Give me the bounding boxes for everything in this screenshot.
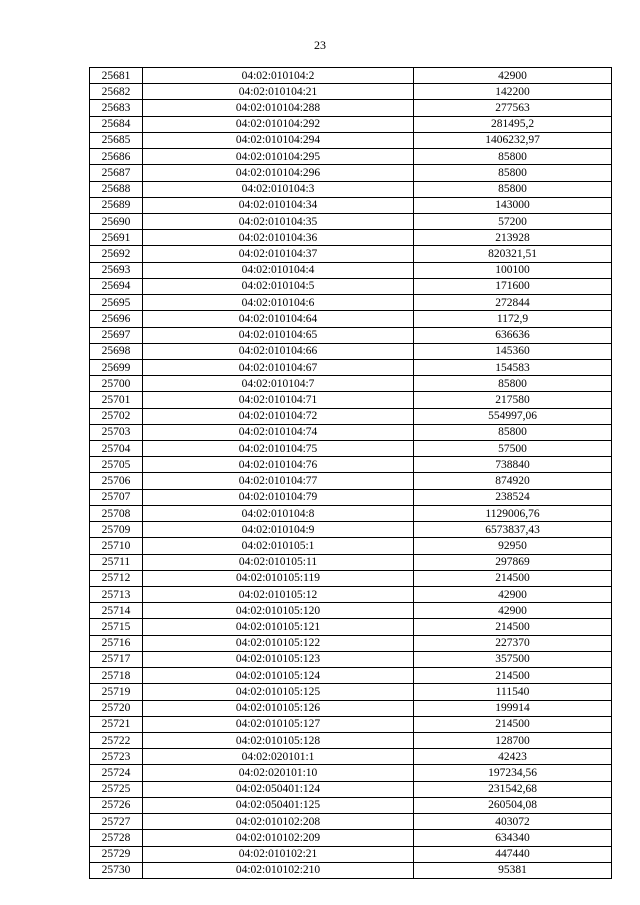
row-number-cell: 25689: [90, 197, 143, 213]
value-cell: 171600: [414, 278, 612, 294]
table-row: [90, 635, 612, 651]
table-row: [90, 846, 612, 862]
value-cell: 42900: [414, 68, 612, 84]
value-cell: 447440: [414, 846, 612, 862]
row-number-cell: 25698: [90, 343, 143, 359]
cadastral-number-cell: 04:02:010105:128: [143, 732, 414, 748]
cadastral-number-cell: 04:02:010105:12: [143, 587, 414, 603]
row-number-cell: 25686: [90, 149, 143, 165]
row-number-cell: 25724: [90, 765, 143, 781]
value-cell: 554997,06: [414, 408, 612, 424]
cadastral-number-cell: 04:02:010104:5: [143, 278, 414, 294]
table-row: [90, 149, 612, 165]
value-cell: 42900: [414, 587, 612, 603]
cadastral-number-cell: 04:02:010104:34: [143, 197, 414, 213]
table-row: [90, 538, 612, 554]
table-row: [90, 700, 612, 716]
row-number-cell: 25718: [90, 668, 143, 684]
value-cell: 634340: [414, 830, 612, 846]
cadastral-number-cell: 04:02:010104:296: [143, 165, 414, 181]
row-number-cell: 25726: [90, 797, 143, 813]
table-row: [90, 651, 612, 667]
table-row: [90, 424, 612, 440]
cadastral-number-cell: 04:02:010104:75: [143, 441, 414, 457]
table-row: [90, 797, 612, 813]
cadastral-number-cell: 04:02:010105:127: [143, 716, 414, 732]
table-row: [90, 197, 612, 213]
value-cell: 85800: [414, 165, 612, 181]
value-cell: 6573837,43: [414, 522, 612, 538]
row-number-cell: 25708: [90, 505, 143, 521]
cadastral-number-cell: 04:02:010104:294: [143, 132, 414, 148]
value-cell: 142200: [414, 84, 612, 100]
table-row: [90, 116, 612, 132]
value-cell: 227370: [414, 635, 612, 651]
value-cell: 42900: [414, 603, 612, 619]
cadastral-number-cell: 04:02:010104:3: [143, 181, 414, 197]
cadastral-number-cell: 04:02:010104:72: [143, 408, 414, 424]
value-cell: 85800: [414, 181, 612, 197]
row-number-cell: 25681: [90, 68, 143, 84]
table-row: [90, 619, 612, 635]
row-number-cell: 25705: [90, 457, 143, 473]
cadastral-number-cell: 04:02:010104:74: [143, 424, 414, 440]
value-cell: 297869: [414, 554, 612, 570]
value-cell: 95381: [414, 862, 612, 878]
row-number-cell: 25730: [90, 862, 143, 878]
cadastral-number-cell: 04:02:010105:126: [143, 700, 414, 716]
table-row: [90, 295, 612, 311]
row-number-cell: 25710: [90, 538, 143, 554]
value-cell: 214500: [414, 619, 612, 635]
value-cell: 238524: [414, 489, 612, 505]
cadastral-number-cell: 04:02:010104:2: [143, 68, 414, 84]
value-cell: 42423: [414, 749, 612, 765]
value-cell: 820321,51: [414, 246, 612, 262]
table-row: [90, 570, 612, 586]
value-cell: 92950: [414, 538, 612, 554]
cadastral-number-cell: 04:02:010104:4: [143, 262, 414, 278]
row-number-cell: 25684: [90, 116, 143, 132]
cadastral-number-cell: 04:02:010104:37: [143, 246, 414, 262]
row-number-cell: 25697: [90, 327, 143, 343]
cadastral-number-cell: 04:02:010104:79: [143, 489, 414, 505]
value-cell: 199914: [414, 700, 612, 716]
table-row: [90, 749, 612, 765]
value-cell: 111540: [414, 684, 612, 700]
cadastral-number-cell: 04:02:010105:11: [143, 554, 414, 570]
row-number-cell: 25707: [90, 489, 143, 505]
value-cell: 636636: [414, 327, 612, 343]
value-cell: 231542,68: [414, 781, 612, 797]
cadastral-number-cell: 04:02:010102:208: [143, 814, 414, 830]
row-number-cell: 25720: [90, 700, 143, 716]
table-row: [90, 668, 612, 684]
cadastral-number-cell: 04:02:010104:6: [143, 295, 414, 311]
cadastral-number-cell: 04:02:010104:64: [143, 311, 414, 327]
row-number-cell: 25701: [90, 392, 143, 408]
row-number-cell: 25706: [90, 473, 143, 489]
table-row: [90, 814, 612, 830]
cadastral-number-cell: 04:02:050401:125: [143, 797, 414, 813]
cadastral-number-cell: 04:02:010104:292: [143, 116, 414, 132]
row-number-cell: 25716: [90, 635, 143, 651]
table-row: [90, 132, 612, 148]
table-row: [90, 781, 612, 797]
value-cell: 217580: [414, 392, 612, 408]
table-row: [90, 489, 612, 505]
table-row: [90, 554, 612, 570]
cadastral-number-cell: 04:02:010104:66: [143, 343, 414, 359]
table-row: [90, 457, 612, 473]
value-cell: 281495,2: [414, 116, 612, 132]
table-row: [90, 311, 612, 327]
cadastral-number-cell: 04:02:010104:76: [143, 457, 414, 473]
value-cell: 145360: [414, 343, 612, 359]
row-number-cell: 25682: [90, 84, 143, 100]
table-row: [90, 765, 612, 781]
row-number-cell: 25729: [90, 846, 143, 862]
value-cell: 277563: [414, 100, 612, 116]
table-row: [90, 213, 612, 229]
row-number-cell: 25727: [90, 814, 143, 830]
row-number-cell: 25687: [90, 165, 143, 181]
cadastral-number-cell: 04:02:010104:71: [143, 392, 414, 408]
table-row: [90, 181, 612, 197]
row-number-cell: 25719: [90, 684, 143, 700]
value-cell: 260504,08: [414, 797, 612, 813]
row-number-cell: 25683: [90, 100, 143, 116]
cadastral-number-cell: 04:02:010105:125: [143, 684, 414, 700]
row-number-cell: 25715: [90, 619, 143, 635]
value-cell: 1406232,97: [414, 132, 612, 148]
cadastral-number-cell: 04:02:010105:119: [143, 570, 414, 586]
row-number-cell: 25690: [90, 213, 143, 229]
table-row: [90, 603, 612, 619]
value-cell: 57200: [414, 213, 612, 229]
row-number-cell: 25728: [90, 830, 143, 846]
cadastral-number-cell: 04:02:010104:65: [143, 327, 414, 343]
cadastral-number-cell: 04:02:010105:124: [143, 668, 414, 684]
table-row: [90, 68, 612, 84]
page-number: 23: [314, 38, 326, 52]
table-row: [90, 100, 612, 116]
value-cell: 85800: [414, 149, 612, 165]
row-number-cell: 25711: [90, 554, 143, 570]
value-cell: 154583: [414, 359, 612, 375]
value-cell: 100100: [414, 262, 612, 278]
row-number-cell: 25685: [90, 132, 143, 148]
value-cell: 214500: [414, 668, 612, 684]
table-body: [90, 68, 612, 879]
cadastral-number-cell: 04:02:010104:288: [143, 100, 414, 116]
table-row: [90, 343, 612, 359]
cadastral-value-table: [89, 67, 612, 879]
cadastral-number-cell: 04:02:010105:120: [143, 603, 414, 619]
row-number-cell: 25692: [90, 246, 143, 262]
table-row: [90, 830, 612, 846]
cadastral-number-cell: 04:02:010104:21: [143, 84, 414, 100]
row-number-cell: 25712: [90, 570, 143, 586]
cadastral-number-cell: 04:02:010104:35: [143, 213, 414, 229]
table-row: [90, 684, 612, 700]
table-row: [90, 862, 612, 878]
row-number-cell: 25702: [90, 408, 143, 424]
table-row: [90, 505, 612, 521]
row-number-cell: 25704: [90, 441, 143, 457]
cadastral-number-cell: 04:02:010104:8: [143, 505, 414, 521]
cadastral-number-cell: 04:02:010104:7: [143, 376, 414, 392]
table-row: [90, 716, 612, 732]
cadastral-number-cell: 04:02:010105:123: [143, 651, 414, 667]
row-number-cell: 25691: [90, 230, 143, 246]
table-row: [90, 392, 612, 408]
row-number-cell: 25709: [90, 522, 143, 538]
cadastral-number-cell: 04:02:010104:295: [143, 149, 414, 165]
cadastral-number-cell: 04:02:020101:10: [143, 765, 414, 781]
value-cell: 357500: [414, 651, 612, 667]
value-cell: 272844: [414, 295, 612, 311]
row-number-cell: 25699: [90, 359, 143, 375]
row-number-cell: 25723: [90, 749, 143, 765]
row-number-cell: 25703: [90, 424, 143, 440]
cadastral-number-cell: 04:02:010102:210: [143, 862, 414, 878]
value-cell: 85800: [414, 376, 612, 392]
value-cell: 57500: [414, 441, 612, 457]
row-number-cell: 25713: [90, 587, 143, 603]
table-row: [90, 278, 612, 294]
table-row: [90, 359, 612, 375]
cadastral-number-cell: 04:02:010102:209: [143, 830, 414, 846]
row-number-cell: 25725: [90, 781, 143, 797]
cadastral-number-cell: 04:02:010104:36: [143, 230, 414, 246]
cadastral-number-cell: 04:02:050401:124: [143, 781, 414, 797]
table-row: [90, 376, 612, 392]
value-cell: 1172,9: [414, 311, 612, 327]
cadastral-number-cell: 04:02:010105:122: [143, 635, 414, 651]
table-row: [90, 230, 612, 246]
row-number-cell: 25695: [90, 295, 143, 311]
value-cell: 213928: [414, 230, 612, 246]
cadastral-number-cell: 04:02:010104:67: [143, 359, 414, 375]
row-number-cell: 25722: [90, 732, 143, 748]
cadastral-number-cell: 04:02:010104:77: [143, 473, 414, 489]
table-row: [90, 522, 612, 538]
table-row: [90, 441, 612, 457]
row-number-cell: 25700: [90, 376, 143, 392]
row-number-cell: 25693: [90, 262, 143, 278]
row-number-cell: 25714: [90, 603, 143, 619]
cadastral-number-cell: 04:02:010105:1: [143, 538, 414, 554]
table-row: [90, 408, 612, 424]
row-number-cell: 25688: [90, 181, 143, 197]
value-cell: 197234,56: [414, 765, 612, 781]
table-row: [90, 732, 612, 748]
table-row: [90, 262, 612, 278]
table-row: [90, 587, 612, 603]
cadastral-number-cell: 04:02:010102:21: [143, 846, 414, 862]
row-number-cell: 25694: [90, 278, 143, 294]
value-cell: 874920: [414, 473, 612, 489]
value-cell: 85800: [414, 424, 612, 440]
table-row: [90, 246, 612, 262]
row-number-cell: 25696: [90, 311, 143, 327]
value-cell: 214500: [414, 716, 612, 732]
table-row: [90, 165, 612, 181]
cadastral-number-cell: 04:02:010104:9: [143, 522, 414, 538]
table-row: [90, 473, 612, 489]
value-cell: 1129006,76: [414, 505, 612, 521]
table-row: [90, 84, 612, 100]
value-cell: 143000: [414, 197, 612, 213]
value-cell: 214500: [414, 570, 612, 586]
value-cell: 403072: [414, 814, 612, 830]
value-cell: 738840: [414, 457, 612, 473]
row-number-cell: 25721: [90, 716, 143, 732]
value-cell: 128700: [414, 732, 612, 748]
cadastral-number-cell: 04:02:020101:1: [143, 749, 414, 765]
table-row: [90, 327, 612, 343]
cadastral-number-cell: 04:02:010105:121: [143, 619, 414, 635]
row-number-cell: 25717: [90, 651, 143, 667]
